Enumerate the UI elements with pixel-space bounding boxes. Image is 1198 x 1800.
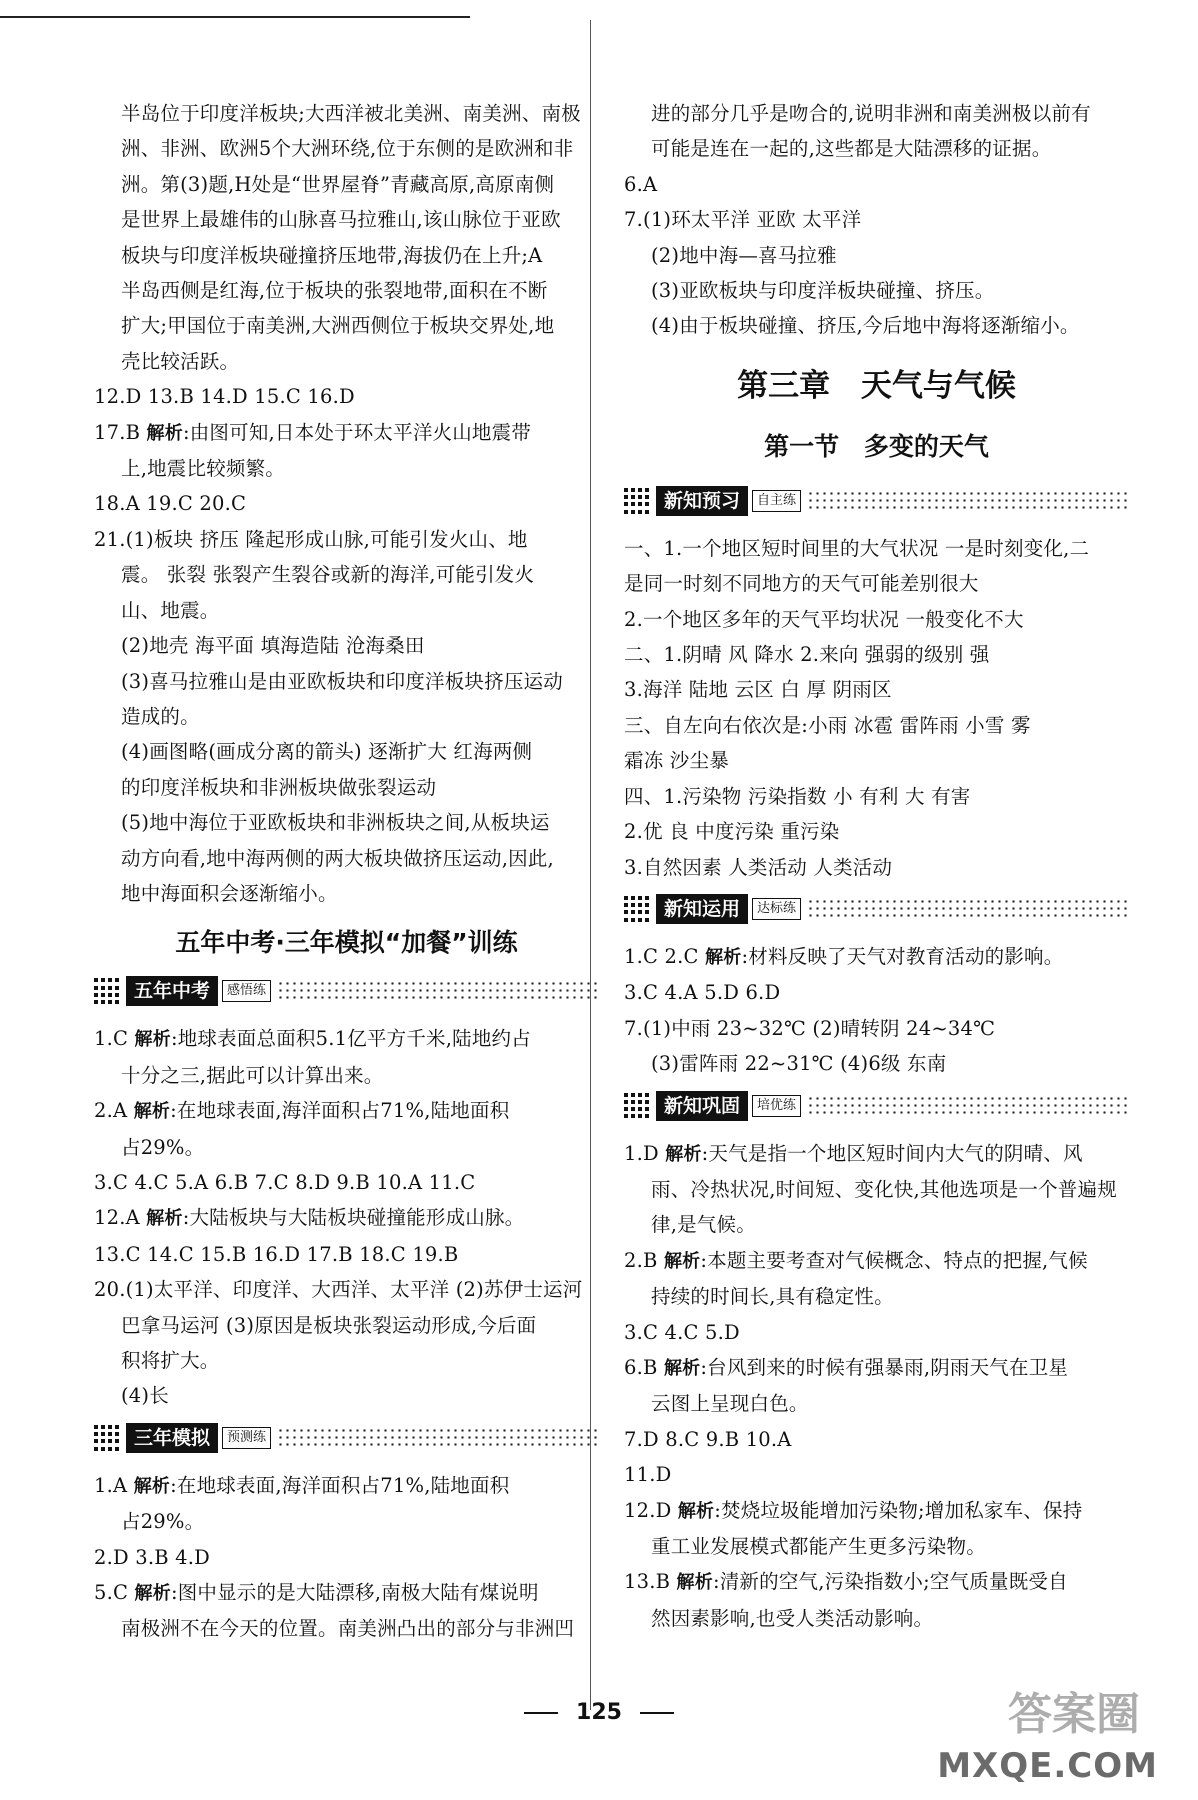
bar-label: 五年中考 [126,976,218,1006]
answer-line: 3.C 4.A 5.D 6.D [624,981,781,1005]
answer-line: 5.C 解析:图中显示的是大陆漂移,南极大陆有煤说明 [94,1581,539,1605]
section-bar [624,1090,1129,1122]
text-line: 重工业发展模式都能产生更多污染物。 [651,1535,986,1558]
answer-line: 12.D 13.B 14.D 15.C 16.D [94,385,355,409]
text-line: 十分之三,据此可以计算出来。 [121,1063,384,1087]
text-line: 洲。第(3)题,H处是“世界屋脊”青藏高原,高原南侧 [121,172,555,196]
text-line: (4)画图略(画成分离的箭头) 逐渐扩大 红海两侧 [121,740,533,764]
text-line: 半岛位于印度洋板块;大西洋被北美洲、南美洲、南极 [121,102,581,125]
dots-icon [94,1425,122,1451]
watermark-text: MXQE.COM [937,1746,1158,1786]
bar-label: 三年模拟 [126,1423,218,1453]
text-line: 地中海面积会逐渐缩小。 [121,881,338,905]
text-line: (2)地壳 海平面 填海造陆 沧海桑田 [121,634,425,658]
text-line: 南极洲不在今天的位置。南美洲凸出的部分与非洲凹 [121,1617,575,1641]
text-line: 雨、冷热状况,时间短、变化快,其他选项是一个普遍规 [651,1177,1117,1201]
text-line: 律,是气候。 [651,1213,756,1237]
answer-line: 17.B 解析:由图可知,日本处于环太平洋火山地震带 [94,420,532,444]
answer-line: 2.A 解析:在地球表面,海洋面积占71%,陆地面积 [94,1099,510,1123]
dots-icon [624,488,652,514]
text-line: 扩大;甲国位于南美洲,大洲西侧位于板块交界处,地 [121,314,555,338]
text-line: 积将扩大。 [121,1349,220,1372]
answer-line: 7.(1)环太平洋 亚欧 太平洋 [624,208,862,232]
text-line: 造成的。 [121,704,200,728]
answer-line: 7.(1)中雨 23~32℃ (2)晴转阴 24~34℃ [624,1016,996,1040]
answer-line: 三、自左向右依次是:小雨 冰雹 雷阵雨 小雪 雾 [624,713,1031,737]
dash-left [524,1712,558,1714]
bar-tag: 自主练 [752,490,801,512]
text-line: 占29%。 [121,1135,205,1159]
answer-line: 3.C 4.C 5.D [624,1320,740,1344]
answer-line: 3.自然因素 人类活动 人类活动 [624,855,893,879]
section-heading: 第一节 多变的天气 [764,431,989,461]
analysis-label: 解析 [133,1101,171,1123]
text-line: 壳比较活跃。 [121,349,240,373]
analysis-label: 解析 [705,946,742,968]
answer-line: 2.优 良 中度污染 重污染 [624,820,840,844]
text-line: (2)地中海—喜马拉雅 [651,243,837,267]
answer-line: 是同一时刻不同地方的天气可能差别很大 [624,572,979,596]
bar-label: 新知运用 [656,894,748,924]
text-line: (4)长 [121,1384,169,1408]
answer-line: 13.C 14.C 15.B 16.D 17.B 18.C 19.B [94,1242,459,1266]
dots-icon [624,896,652,922]
bar-tag: 预测练 [222,1427,271,1449]
bar-label: 新知预习 [656,486,748,516]
answer-line: 2.B 解析:本题主要考查对气候概念、特点的把握,气候 [624,1248,1088,1272]
text-line: 巴拿马运河 (3)原因是板块张裂运动形成,今后面 [121,1313,537,1337]
dash-right [640,1712,674,1714]
text-line: 进的部分几乎是吻合的,说明非洲和南美洲极以前有 [651,102,1091,125]
dots-icon [624,1093,652,1119]
right-column [624,96,1129,1636]
text-line: (5)地中海位于亚欧板块和非洲板块之间,从板块运 [121,811,550,835]
bar-tag: 感悟练 [222,980,271,1002]
text-line: 持续的时间长,具有稳定性。 [651,1285,894,1309]
dot-pattern [807,1095,1129,1117]
text-line: (4)由于板块碰撞、挤压,今后地中海将逐渐缩小。 [651,314,1080,338]
dot-pattern [807,898,1129,920]
answer-line: 6.A [624,172,658,196]
page-number-text: 125 [576,1700,622,1725]
analysis-label: 解析 [146,422,183,444]
text-line: (3)喜马拉雅山是由亚欧板块和印度洋板块挤压运动 [121,669,563,693]
bar-tag: 培优练 [752,1095,801,1117]
text-line: 占29%。 [121,1510,205,1534]
analysis-label: 解析 [134,1029,171,1051]
text-line: 板块与印度洋板块碰撞挤压地带,海拔仍在上升;A [121,243,543,267]
section-title: 五年中考·三年模拟“加餐”训练 [175,928,518,958]
answer-line: 13.B 解析:清新的空气,污染指数小;空气质量既受自 [624,1570,1068,1594]
watermark-logo: 答案圈 [1008,1689,1140,1740]
analysis-label: 解析 [676,1572,713,1594]
answer-line: 6.B 解析:台风到来的时候有强暴雨,阴雨天气在卫星 [624,1355,1069,1379]
answer-line: 1.D 解析:天气是指一个地区短时间内大气的阴晴、风 [624,1141,1083,1165]
analysis-label: 解析 [146,1208,183,1230]
answer-line: 一、1.一个地区短时间里的大气状况 一是时刻变化,二 [624,536,1090,560]
answer-line: 二、1.阴晴 风 降水 2.来向 强弱的级别 强 [624,643,990,667]
dot-pattern [807,490,1129,512]
answer-line: 3.海洋 陆地 云区 白 厚 阴雨区 [624,678,892,702]
answer-line: 1.C 解析:地球表面总面积5.1亿平方千米,陆地约占 [94,1027,531,1051]
analysis-label: 解析 [133,1475,171,1497]
answer-line: 11.D [624,1463,672,1487]
analysis-label: 解析 [134,1583,171,1605]
answer-line: 2.D 3.B 4.D [94,1545,211,1569]
answer-line: 12.D 解析:焚烧垃圾能增加污染物;增加私家车、保持 [624,1498,1083,1522]
dots-icon [94,978,122,1004]
answer-line: 18.A 19.C 20.C [94,492,247,516]
bar-tag: 达标练 [752,898,801,920]
answer-line: 四、1.污染物 污染指数 小 有利 大 有害 [624,784,971,808]
top-rule [0,16,470,18]
section-bar [624,893,1129,925]
answer-line: 20.(1)太平洋、印度洋、大西洋、太平洋 (2)苏伊士运河 [94,1278,583,1302]
answer-line: 1.C 2.C 解析:材料反映了天气对教育活动的影响。 [624,944,1064,968]
answer-line: 霜冻 沙尘暴 [624,749,729,773]
text-line: 上,地震比较频繁。 [121,457,285,481]
left-column [94,96,599,1647]
dot-pattern [277,980,599,1002]
text-line: 是世界上最雄伟的山脉喜马拉雅山,该山脉位于亚欧 [121,208,561,232]
analysis-label: 解析 [665,1143,702,1165]
answer-line: 7.D 8.C 9.B 10.A [624,1427,792,1451]
bar-label: 新知巩固 [656,1091,748,1121]
text-line: 可能是连在一起的,这些都是大陆漂移的证据。 [651,137,1052,161]
analysis-label: 解析 [677,1500,715,1522]
text-line: 动方向看,地中海两侧的两大板块做挤压运动,因此, [121,846,554,870]
answer-line: 1.A 解析:在地球表面,海洋面积占71%,陆地面积 [94,1473,510,1497]
text-line: 震。 张裂 张裂产生裂谷或新的海洋,可能引发火 [121,563,535,587]
text-line: (3)雷阵雨 22~31℃ (4)6级 东南 [651,1052,947,1076]
dot-pattern [277,1427,599,1449]
text-line: 洲、非洲、欧洲5个大洲环绕,位于东侧的是欧洲和非 [121,137,574,161]
section-bar [94,975,599,1007]
analysis-label: 解析 [663,1250,701,1272]
text-line: 然因素影响,也受人类活动影响。 [651,1606,934,1630]
text-line: 云图上呈现白色。 [651,1392,809,1416]
analysis-label: 解析 [663,1357,701,1379]
text-line: (3)亚欧板块与印度洋板块碰撞、挤压。 [651,279,995,303]
chapter-title: 第三章 天气与气候 [737,367,1016,404]
text-line: 的印度洋板块和非洲板块做张裂运动 [121,775,437,799]
section-bar [624,485,1129,517]
answer-line: 3.C 4.C 5.A 6.B 7.C 8.D 9.B 10.A 11.C [94,1170,476,1194]
section-bar [94,1422,599,1454]
answer-line: 2.一个地区多年的天气平均状况 一般变化不大 [624,607,1024,631]
text-line: 山、地震。 [121,598,220,622]
answer-line: 21.(1)板块 挤压 隆起形成山脉,可能引发火山、地 [94,527,528,551]
answer-line: 12.A 解析:大陆板块与大陆板块碰撞能形成山脉。 [94,1206,525,1230]
text-line: 半岛西侧是红海,位于板块的张裂地带,面积在不断 [121,279,548,303]
